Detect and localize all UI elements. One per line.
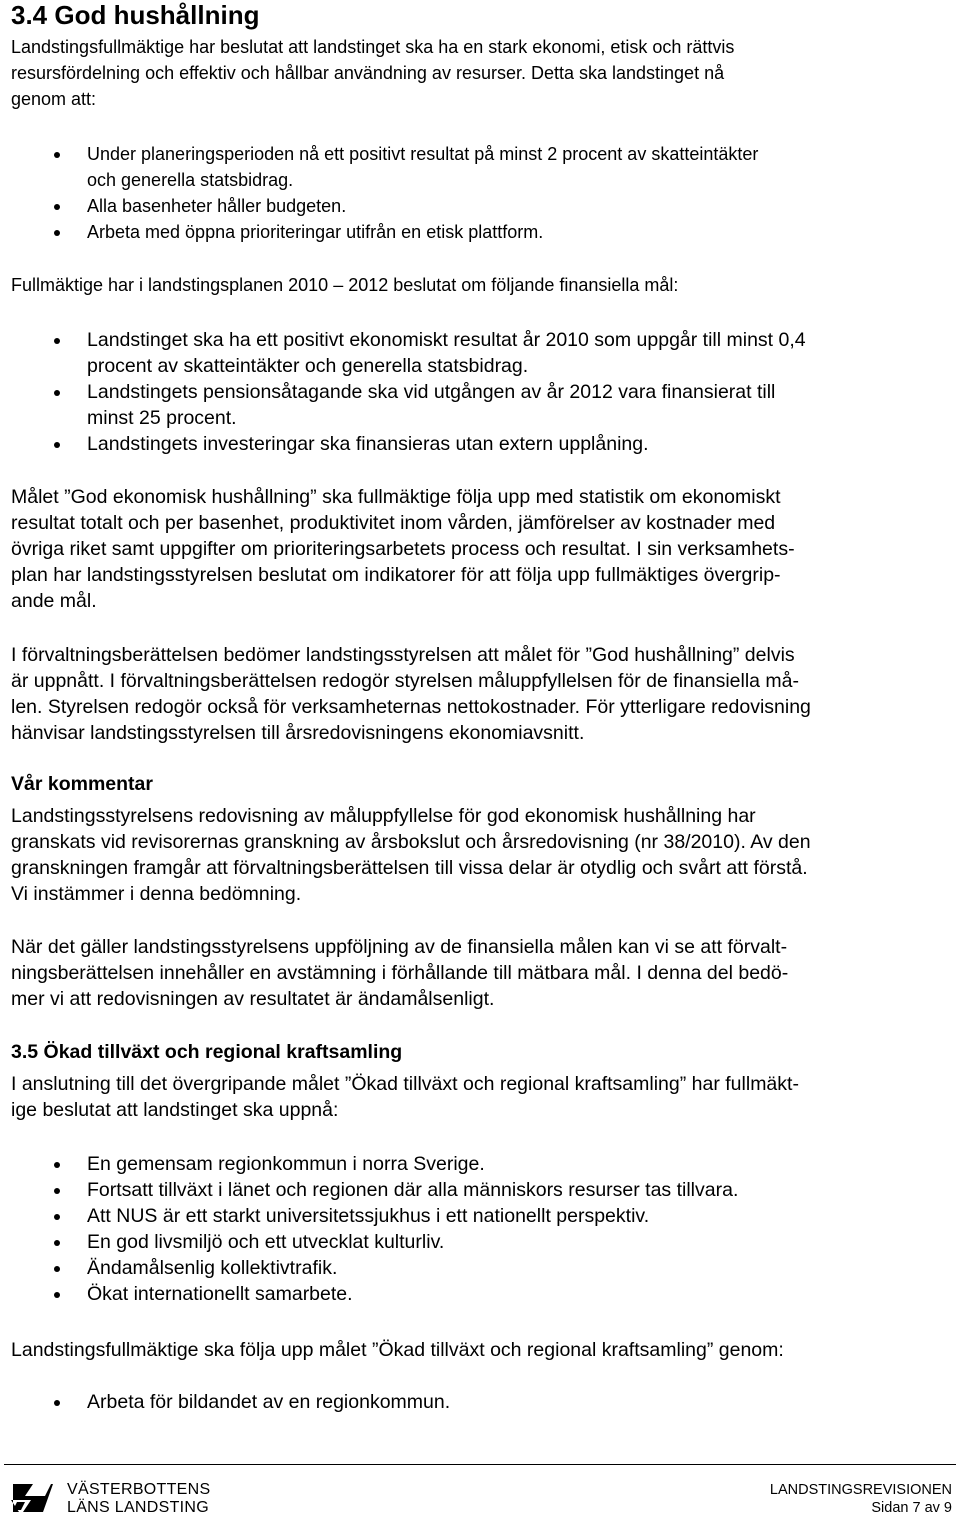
intro-paragraph — [11, 34, 946, 112]
list-item: Alla basenheter håller budgeten. — [11, 193, 946, 219]
footer-info — [770, 1481, 952, 1517]
comment-heading: Vår kommentar — [11, 773, 153, 795]
list-item: Landstinget ska ha ett positivt ekonomiskt resultat år 2010 som uppgår till minst 0,4 procent av skatteintäkter och generella statsbidrag. — [11, 327, 946, 379]
bullet-icon — [54, 1400, 60, 1406]
intro-line-2: resursfördelning och effektiv och hållbar användning av resurser. Detta ska landstinget nå — [11, 63, 725, 83]
section-heading-3-5: 3.5 Ökad tillväxt och regional kraftsamling — [11, 1041, 403, 1063]
logo-line-1: VÄSTERBOTTENS — [67, 1481, 211, 1498]
list-item: Ändamålsenlig kollektivtrafik. — [11, 1255, 946, 1281]
paragraph-comment-2: När det gäller landstingsstyrelsens uppföljning av de finansiella målen kan vi se att förvalt- ningsberättelsen innehåller en avstämning i förhållande till mätbara mål. I denna del bedö- mer vi att redovisningen av resultatet är ändamålsenligt. — [11, 936, 789, 1010]
logo-line-2: LÄNS LANDSTING — [67, 1499, 210, 1516]
list-item: Arbeta för bildandet av en regionkommun. — [11, 1389, 946, 1415]
list-item: Ökat internationellt samarbete. — [11, 1281, 946, 1307]
bullet-icon — [54, 390, 60, 396]
bullet-icon — [54, 442, 60, 448]
bullet-icon — [54, 204, 60, 210]
footer-organization: LANDSTINGSREVISIONEN — [769, 1482, 952, 1498]
organization-logo — [11, 1482, 216, 1518]
footer-divider — [4, 1464, 956, 1465]
list-item: Landstingets investeringar ska finansieras utan extern upplåning. — [11, 431, 946, 457]
bullet-icon — [54, 152, 60, 158]
section2-followup: Landstingsfullmäktige ska följa upp målet ”Ökad tillväxt och regional kraftsamling” genom: — [11, 1339, 784, 1361]
bullet-icon — [54, 1188, 60, 1194]
financial-goals-intro: Fullmäktige har i landstingsplanen 2010 – 2012 beslutat om följande finansiella mål: — [11, 275, 679, 295]
paragraph-comment-1: Landstingsstyrelsens redovisning av måluppfyllelse för god ekonomisk hushållning har granskats vid revisorernas granskning av årsbokslut och årsredovisning (nr 38/2010). Av den granskningen framgår att förvaltningsberättelsen till vissa delar är otydlig och svårt att förstå. Vi instämmer i denna bedömning. — [11, 805, 811, 905]
list-item: Att NUS är ett starkt universitetssjukhus i ett nationellt perspektiv. — [11, 1203, 946, 1229]
bullet-icon — [54, 1240, 60, 1246]
page-number: Sidan 7 av 9 — [871, 1500, 952, 1516]
list-item: Fortsatt tillväxt i länet och regionen där alla människors resurser tas tillvara. — [11, 1177, 946, 1203]
intro-line-3: genom att: — [11, 89, 97, 109]
bullet-icon — [54, 338, 60, 344]
goal-bullet-list — [11, 141, 946, 245]
bullet-icon — [54, 1266, 60, 1272]
section2-intro: I anslutning till det övergripande målet ”Ökad tillväxt och regional kraftsamling” har fullmäkt- ige beslutat att landstinget ska uppnå: — [11, 1073, 799, 1121]
bullet-icon — [54, 1214, 60, 1220]
intro-line-1: Landstingsfullmäktige har beslutat att landstinget ska ha en stark ekonomi, etisk och rättvis — [11, 37, 735, 57]
paragraph-malet: Målet ”God ekonomisk hushållning” ska fullmäktige följa upp med statistik om ekonomiskt resultat totalt och per basenhet, produktivitet inom vården, jämförelser av kostnader med övriga riket samt uppgifter om prioriteringsarbetets process och resultat. I sin verksamhets- plan har landstingsstyrelsen beslutat om indikatorer för att följa upp fullmäktiges övergrip- ande mål. — [11, 486, 795, 612]
list-item: En god livsmiljö och ett utvecklat kulturliv. — [11, 1229, 946, 1255]
list-item: Under planeringsperioden nå ett positivt resultat på minst 2 procent av skatteintäkter och generella statsbidrag. — [11, 141, 946, 193]
list-item: En gemensam regionkommun i norra Sverige. — [11, 1151, 946, 1177]
list-item: Landstingets pensionsåtagande ska vid utgången av år 2012 vara finansierat till minst 25 procent. — [11, 379, 946, 431]
bullet-icon — [54, 1292, 60, 1298]
growth-goals-list — [11, 1151, 946, 1307]
bullet-icon — [54, 1162, 60, 1168]
bullet-icon — [54, 230, 60, 236]
landsting-logo-icon — [11, 1482, 53, 1514]
list-item: Arbeta med öppna prioriteringar utifrån en etisk plattform. — [11, 219, 946, 245]
paragraph-forvaltningsberattelsen: I förvaltningsberättelsen bedömer landstingsstyrelsen att målet för ”God hushållning” delvis är uppnått. I förvaltningsberättelsen redogör styrelsen måluppfyllelsen för de finansiella må- len. Styrelsen redogör också för verksamheternas nettokostnader. För ytterligare redovisning hänvisar landstingsstyrelsen till årsredovisningens ekonomiavsnitt. — [11, 644, 811, 744]
financial-goals-list — [11, 327, 946, 457]
followup-list — [11, 1389, 946, 1415]
section-heading-3-4: 3.4 God hushållning — [11, 0, 260, 30]
